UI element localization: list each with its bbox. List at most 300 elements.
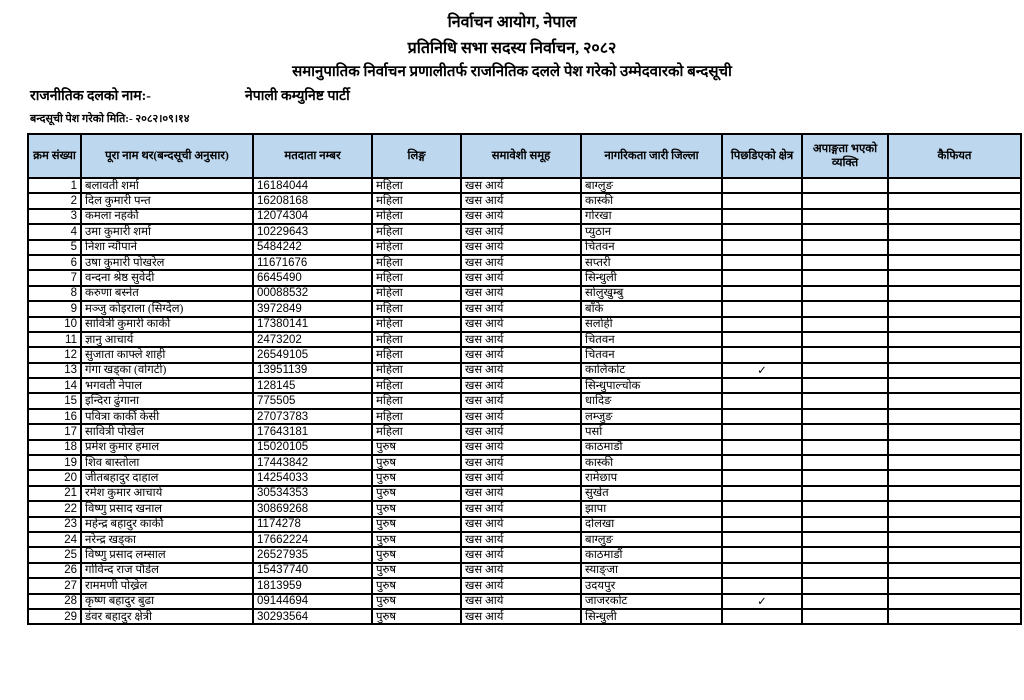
cell-backward-area: [722, 240, 802, 255]
cell-remarks: [888, 270, 1021, 285]
table-row: [28, 178, 1021, 193]
cell-remarks: [888, 255, 1021, 270]
cell-disability: [802, 224, 888, 239]
cell-backward-area: [722, 547, 802, 562]
cell-full-name: उषा कुमारी पोखरेल: [81, 255, 253, 270]
cell-full-name: शिव बास्तोला: [81, 455, 253, 470]
cell-backward-area: [722, 286, 802, 301]
cell-gender: पुरुष: [372, 517, 461, 532]
document-title: निर्वाचन आयोग, नेपाल: [447, 14, 577, 31]
cell-backward-area: [722, 332, 802, 347]
cell-gender: पुरुष: [372, 547, 461, 562]
cell-serial: 2: [28, 193, 81, 208]
table-row: [28, 393, 1021, 408]
cell-gender: पुरुष: [372, 501, 461, 516]
cell-serial: 13: [28, 363, 81, 378]
cell-serial: 20: [28, 470, 81, 485]
table-row: [28, 209, 1021, 224]
cell-gender: महिला: [372, 286, 461, 301]
cell-backward-area: [722, 563, 802, 578]
cell-full-name: निशा न्यौपाने: [81, 240, 253, 255]
table-row: [28, 409, 1021, 424]
cell-disability: [802, 286, 888, 301]
cell-citizenship-district: सप्तरी: [581, 255, 722, 270]
cell-gender: पुरुष: [372, 440, 461, 455]
cell-backward-area: [722, 301, 802, 316]
cell-inclusion-group: खस आर्य: [461, 224, 581, 239]
cell-citizenship-district: बाँके: [581, 301, 722, 316]
cell-remarks: [888, 578, 1021, 593]
cell-remarks: [888, 563, 1021, 578]
cell-disability: [802, 424, 888, 439]
cell-gender: महिला: [372, 224, 461, 239]
cell-remarks: [888, 532, 1021, 547]
cell-voter-number: 12074304: [253, 209, 372, 224]
table-row: [28, 594, 1021, 609]
cell-inclusion-group: खस आर्य: [461, 501, 581, 516]
column-header-gender: लिङ्ग: [372, 134, 461, 178]
table-row: [28, 317, 1021, 332]
cell-disability: [802, 332, 888, 347]
table-row: [28, 470, 1021, 485]
cell-serial: 8: [28, 286, 81, 301]
cell-inclusion-group: खस आर्य: [461, 301, 581, 316]
cell-backward-area: [722, 409, 802, 424]
cell-gender: महिला: [372, 332, 461, 347]
cell-backward-area: [722, 455, 802, 470]
cell-inclusion-group: खस आर्य: [461, 332, 581, 347]
cell-citizenship-district: काठमाडौं: [581, 440, 722, 455]
cell-gender: पुरुष: [372, 455, 461, 470]
cell-remarks: [888, 470, 1021, 485]
cell-full-name: मञ्जु कोइराला (सिग्देल): [81, 301, 253, 316]
cell-citizenship-district: सिन्धुपाल्चोक: [581, 378, 722, 393]
cell-backward-area: [722, 393, 802, 408]
cell-voter-number: 128145: [253, 378, 372, 393]
column-header-voter-number: मतदाता नम्बर: [253, 134, 372, 178]
cell-voter-number: 27073783: [253, 409, 372, 424]
cell-remarks: [888, 594, 1021, 609]
cell-citizenship-district: बाग्लुङ: [581, 178, 722, 193]
cell-citizenship-district: लम्जुङ: [581, 409, 722, 424]
table-row: [28, 378, 1021, 393]
cell-full-name: कमला नहर्की: [81, 209, 253, 224]
cell-serial: 18: [28, 440, 81, 455]
cell-inclusion-group: खस आर्य: [461, 378, 581, 393]
cell-disability: [802, 193, 888, 208]
column-header-disability: अपाङ्गता भएको व्यक्ति: [802, 134, 888, 178]
cell-voter-number: 09144694: [253, 594, 372, 609]
cell-citizenship-district: सिन्धुली: [581, 609, 722, 624]
cell-serial: 11: [28, 332, 81, 347]
cell-backward-area: [722, 578, 802, 593]
cell-gender: पुरुष: [372, 532, 461, 547]
cell-disability: [802, 317, 888, 332]
cell-full-name: डंवर बहादुर क्षेत्री: [81, 609, 253, 624]
cell-full-name: करुणा बस्नेत: [81, 286, 253, 301]
cell-disability: [802, 517, 888, 532]
cell-inclusion-group: खस आर्य: [461, 363, 581, 378]
cell-full-name: वन्दना श्रेष्ठ सुवेदी: [81, 270, 253, 285]
column-header-backward-area: पिछडिएको क्षेत्र: [722, 134, 802, 178]
cell-serial: 17: [28, 424, 81, 439]
cell-inclusion-group: खस आर्य: [461, 486, 581, 501]
cell-backward-area: [722, 209, 802, 224]
cell-citizenship-district: उदयपुर: [581, 578, 722, 593]
cell-voter-number: 30534353: [253, 486, 372, 501]
cell-serial: 15: [28, 393, 81, 408]
cell-full-name: सावित्री कुमारी कार्की: [81, 317, 253, 332]
cell-serial: 27: [28, 578, 81, 593]
cell-gender: महिला: [372, 378, 461, 393]
cell-voter-number: 17662224: [253, 532, 372, 547]
cell-disability: [802, 270, 888, 285]
cell-remarks: [888, 440, 1021, 455]
cell-citizenship-district: स्याङ्जा: [581, 563, 722, 578]
cell-full-name: विष्णु प्रसाद खनाल: [81, 501, 253, 516]
cell-gender: महिला: [372, 193, 461, 208]
cell-inclusion-group: खस आर्य: [461, 409, 581, 424]
cell-full-name: दिल कुमारी पन्त: [81, 193, 253, 208]
cell-gender: महिला: [372, 424, 461, 439]
cell-disability: [802, 178, 888, 193]
cell-remarks: [888, 347, 1021, 362]
table-header: [28, 134, 1021, 178]
party-name-label: राजनीतिक दलको नाम:-: [30, 89, 151, 104]
cell-gender: महिला: [372, 363, 461, 378]
cell-inclusion-group: खस आर्य: [461, 609, 581, 624]
cell-remarks: [888, 193, 1021, 208]
table-row: [28, 193, 1021, 208]
cell-inclusion-group: खस आर्य: [461, 240, 581, 255]
table-row: [28, 440, 1021, 455]
cell-citizenship-district: पर्सा: [581, 424, 722, 439]
cell-gender: महिला: [372, 255, 461, 270]
cell-voter-number: 1813959: [253, 578, 372, 593]
cell-gender: महिला: [372, 240, 461, 255]
cell-voter-number: 11671676: [253, 255, 372, 270]
table-row: [28, 424, 1021, 439]
cell-voter-number: 26527935: [253, 547, 372, 562]
cell-serial: 28: [28, 594, 81, 609]
cell-citizenship-district: सोलुखुम्बु: [581, 286, 722, 301]
cell-citizenship-district: सिन्धुली: [581, 270, 722, 285]
cell-disability: [802, 532, 888, 547]
table-row: [28, 486, 1021, 501]
cell-backward-area: [722, 270, 802, 285]
cell-gender: महिला: [372, 409, 461, 424]
cell-backward-area: [722, 517, 802, 532]
cell-voter-number: 16208168: [253, 193, 372, 208]
cell-voter-number: 775505: [253, 393, 372, 408]
cell-full-name: उमा कुमारी शर्मा: [81, 224, 253, 239]
cell-serial: 7: [28, 270, 81, 285]
cell-full-name: ज्ञानु आचार्य: [81, 332, 253, 347]
cell-inclusion-group: खस आर्य: [461, 317, 581, 332]
cell-citizenship-district: झापा: [581, 501, 722, 516]
cell-backward-area: ✓: [722, 363, 802, 378]
cell-full-name: महेन्द्र बहादुर कार्की: [81, 517, 253, 532]
cell-serial: 23: [28, 517, 81, 532]
cell-full-name: गोविन्द राज पौडेल: [81, 563, 253, 578]
cell-disability: [802, 470, 888, 485]
cell-gender: पुरुष: [372, 578, 461, 593]
cell-serial: 29: [28, 609, 81, 624]
table-row: [28, 501, 1021, 516]
cell-serial: 10: [28, 317, 81, 332]
table-row: [28, 517, 1021, 532]
column-header-citizenship-district: नागरिकता जारी जिल्ला: [581, 134, 722, 178]
cell-backward-area: [722, 486, 802, 501]
table-row: [28, 286, 1021, 301]
cell-remarks: [888, 286, 1021, 301]
cell-disability: [802, 240, 888, 255]
cell-full-name: सुजाता काफ्ले शाही: [81, 347, 253, 362]
cell-remarks: [888, 501, 1021, 516]
cell-remarks: [888, 178, 1021, 193]
cell-citizenship-district: गोरखा: [581, 209, 722, 224]
table-row: [28, 532, 1021, 547]
cell-serial: 4: [28, 224, 81, 239]
cell-inclusion-group: खस आर्य: [461, 347, 581, 362]
table-row: [28, 563, 1021, 578]
cell-full-name: भगवती नेपाल: [81, 378, 253, 393]
cell-inclusion-group: खस आर्य: [461, 517, 581, 532]
cell-full-name: बलावती शर्मा: [81, 178, 253, 193]
cell-inclusion-group: खस आर्य: [461, 594, 581, 609]
cell-gender: महिला: [372, 317, 461, 332]
cell-gender: महिला: [372, 270, 461, 285]
cell-inclusion-group: खस आर्य: [461, 547, 581, 562]
table-row: [28, 240, 1021, 255]
table-row: [28, 455, 1021, 470]
cell-gender: पुरुष: [372, 470, 461, 485]
cell-remarks: [888, 363, 1021, 378]
cell-citizenship-district: दोलखा: [581, 517, 722, 532]
cell-backward-area: [722, 193, 802, 208]
cell-citizenship-district: काठमाडौं: [581, 547, 722, 562]
cell-voter-number: 3972849: [253, 301, 372, 316]
column-header-remarks: कैफियत: [888, 134, 1021, 178]
table-row: [28, 301, 1021, 316]
column-header-full-name: पूरा नाम थर(बन्दसूची अनुसार): [81, 134, 253, 178]
cell-full-name: सावित्री पोखेल: [81, 424, 253, 439]
candidate-table-container: [27, 133, 1022, 625]
cell-citizenship-district: जाजरकोट: [581, 594, 722, 609]
cell-gender: महिला: [372, 393, 461, 408]
cell-gender: पुरुष: [372, 486, 461, 501]
cell-full-name: जीतबहादुर दाहाल: [81, 470, 253, 485]
cell-voter-number: 6645490: [253, 270, 372, 285]
table-row: [28, 547, 1021, 562]
cell-remarks: [888, 301, 1021, 316]
table-row: [28, 224, 1021, 239]
cell-disability: [802, 440, 888, 455]
cell-voter-number: 00088532: [253, 286, 372, 301]
cell-voter-number: 2473202: [253, 332, 372, 347]
cell-voter-number: 30293564: [253, 609, 372, 624]
cell-inclusion-group: खस आर्य: [461, 393, 581, 408]
cell-remarks: [888, 486, 1021, 501]
cell-backward-area: [722, 255, 802, 270]
table-row: [28, 609, 1021, 624]
cell-voter-number: 17380141: [253, 317, 372, 332]
cell-remarks: [888, 332, 1021, 347]
cell-serial: 19: [28, 455, 81, 470]
cell-inclusion-group: खस आर्य: [461, 440, 581, 455]
cell-serial: 16: [28, 409, 81, 424]
cell-full-name: पवित्रा कार्की केसी: [81, 409, 253, 424]
cell-citizenship-district: कालिकोट: [581, 363, 722, 378]
cell-inclusion-group: खस आर्य: [461, 532, 581, 547]
cell-backward-area: [722, 378, 802, 393]
cell-remarks: [888, 209, 1021, 224]
cell-citizenship-district: बाग्लुङ: [581, 532, 722, 547]
cell-inclusion-group: खस आर्य: [461, 578, 581, 593]
cell-disability: [802, 547, 888, 562]
table-row: [28, 347, 1021, 362]
cell-serial: 3: [28, 209, 81, 224]
cell-disability: [802, 578, 888, 593]
cell-inclusion-group: खस आर्य: [461, 270, 581, 285]
cell-citizenship-district: कास्की: [581, 193, 722, 208]
cell-serial: 22: [28, 501, 81, 516]
cell-inclusion-group: खस आर्य: [461, 286, 581, 301]
cell-serial: 5: [28, 240, 81, 255]
cell-full-name: कृष्ण बहादुर बुढा: [81, 594, 253, 609]
cell-citizenship-district: चितवन: [581, 347, 722, 362]
cell-voter-number: 5484242: [253, 240, 372, 255]
cell-serial: 26: [28, 563, 81, 578]
cell-inclusion-group: खस आर्य: [461, 178, 581, 193]
candidate-table: [27, 133, 1022, 625]
cell-remarks: [888, 317, 1021, 332]
cell-disability: [802, 409, 888, 424]
cell-disability: [802, 486, 888, 501]
cell-citizenship-district: धादिङ: [581, 393, 722, 408]
column-header-inclusion-group: समावेशी समूह: [461, 134, 581, 178]
cell-disability: [802, 563, 888, 578]
cell-serial: 9: [28, 301, 81, 316]
cell-inclusion-group: खस आर्य: [461, 209, 581, 224]
table-row: [28, 255, 1021, 270]
cell-voter-number: 10229643: [253, 224, 372, 239]
cell-remarks: [888, 409, 1021, 424]
cell-full-name: इन्दिरा ढुंगाना: [81, 393, 253, 408]
cell-backward-area: [722, 532, 802, 547]
cell-inclusion-group: खस आर्य: [461, 193, 581, 208]
cell-gender: महिला: [372, 209, 461, 224]
cell-remarks: [888, 547, 1021, 562]
table-body: [28, 178, 1021, 624]
cell-inclusion-group: खस आर्य: [461, 424, 581, 439]
cell-voter-number: 14254033: [253, 470, 372, 485]
cell-voter-number: 17443842: [253, 455, 372, 470]
cell-backward-area: [722, 178, 802, 193]
cell-gender: पुरुष: [372, 594, 461, 609]
cell-citizenship-district: चितवन: [581, 332, 722, 347]
cell-disability: [802, 609, 888, 624]
cell-disability: [802, 455, 888, 470]
cell-remarks: [888, 455, 1021, 470]
cell-gender: पुरुष: [372, 563, 461, 578]
cell-voter-number: 16184044: [253, 178, 372, 193]
table-row: [28, 270, 1021, 285]
cell-full-name: विष्णु प्रसाद लम्साल: [81, 547, 253, 562]
table-row: [28, 363, 1021, 378]
cell-gender: महिला: [372, 301, 461, 316]
party-name-value: नेपाली कम्युनिष्ट पार्टी: [245, 89, 350, 104]
cell-voter-number: 13951139: [253, 363, 372, 378]
cell-disability: [802, 594, 888, 609]
cell-remarks: [888, 378, 1021, 393]
cell-citizenship-district: कास्की: [581, 455, 722, 470]
cell-disability: [802, 209, 888, 224]
cell-disability: [802, 378, 888, 393]
cell-remarks: [888, 424, 1021, 439]
cell-remarks: [888, 393, 1021, 408]
cell-backward-area: [722, 501, 802, 516]
cell-citizenship-district: सुर्खेत: [581, 486, 722, 501]
cell-backward-area: ✓: [722, 594, 802, 609]
cell-serial: 24: [28, 532, 81, 547]
header-row: [28, 134, 1021, 178]
cell-inclusion-group: खस आर्य: [461, 255, 581, 270]
cell-gender: महिला: [372, 347, 461, 362]
cell-inclusion-group: खस आर्य: [461, 470, 581, 485]
cell-remarks: [888, 609, 1021, 624]
cell-backward-area: [722, 317, 802, 332]
cell-backward-area: [722, 440, 802, 455]
cell-backward-area: [722, 470, 802, 485]
election-subtitle: प्रतिनिधि सभा सदस्य निर्वाचन, २०८२: [407, 40, 617, 57]
cell-disability: [802, 363, 888, 378]
cell-full-name: राममणी पोख्रेल: [81, 578, 253, 593]
cell-citizenship-district: सर्लाही: [581, 317, 722, 332]
cell-gender: पुरुष: [372, 609, 461, 624]
cell-disability: [802, 255, 888, 270]
cell-full-name: रमेश कुमार आचार्य: [81, 486, 253, 501]
list-description: समानुपातिक निर्वाचन प्रणालीतर्फ राजनितिक दलले पेश गरेको उम्मेदवारको बन्दसूची: [292, 64, 732, 80]
cell-serial: 12: [28, 347, 81, 362]
cell-disability: [802, 301, 888, 316]
cell-voter-number: 15437740: [253, 563, 372, 578]
cell-serial: 1: [28, 178, 81, 193]
table-row: [28, 578, 1021, 593]
cell-voter-number: 17643181: [253, 424, 372, 439]
cell-full-name: नरेन्द्र खड्का: [81, 532, 253, 547]
cell-disability: [802, 501, 888, 516]
cell-backward-area: [722, 347, 802, 362]
cell-serial: 6: [28, 255, 81, 270]
cell-citizenship-district: रामेछाप: [581, 470, 722, 485]
cell-inclusion-group: खस आर्य: [461, 563, 581, 578]
cell-serial: 25: [28, 547, 81, 562]
cell-backward-area: [722, 224, 802, 239]
cell-disability: [802, 347, 888, 362]
cell-disability: [802, 393, 888, 408]
submission-date: बन्दसूची पेश गरेको मिति:- २०८२।०९।१४: [30, 113, 190, 125]
cell-remarks: [888, 240, 1021, 255]
cell-voter-number: 1174278: [253, 517, 372, 532]
cell-voter-number: 15020105: [253, 440, 372, 455]
cell-full-name: प्रमेश कुमार हमाल: [81, 440, 253, 455]
cell-serial: 21: [28, 486, 81, 501]
cell-backward-area: [722, 609, 802, 624]
cell-backward-area: [722, 424, 802, 439]
cell-remarks: [888, 517, 1021, 532]
cell-voter-number: 26549105: [253, 347, 372, 362]
